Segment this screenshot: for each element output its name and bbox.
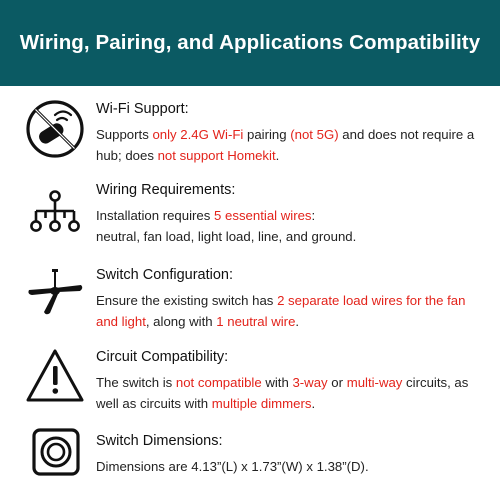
description-text: . [311, 396, 316, 411]
page-title: Wiring, Pairing, and Applications Compatibility [19, 31, 481, 54]
section-description [96, 124, 491, 166]
description-text: . [275, 148, 280, 163]
highlight-text: not support Homekit [157, 148, 276, 163]
description-text: pairing [243, 127, 291, 142]
section-title: Wi-Fi Support: [96, 101, 189, 117]
description-text: and does not require a hub; does [96, 127, 475, 163]
description-text: Installation requires [96, 208, 215, 223]
highlight-text: not compatible [175, 375, 262, 390]
highlight-text: (not 5G) [290, 127, 339, 142]
description-text: Dimensions are 4.13”(L) x 1.73”(W) x 1.38”(D). [96, 459, 369, 474]
section-description [96, 456, 491, 477]
description-text: . [295, 314, 300, 329]
highlight-text: 2 separate load wires for the fan and light [96, 293, 466, 329]
highlight-text: multi-way [346, 375, 403, 390]
description-text: , along with [145, 314, 217, 329]
description-text: neutral, fan load, light load, line, and ground. [96, 229, 357, 244]
no-wifi-signal-icon [24, 98, 86, 160]
description-text: circuits, as well as circuits with [96, 375, 469, 411]
highlight-text: 3-way [292, 375, 328, 390]
section-title: Wiring Requirements: [96, 182, 236, 198]
section-description [96, 372, 491, 414]
description-text: The switch is [96, 375, 176, 390]
wiring-tree-icon [24, 185, 86, 247]
section-title: Switch Configuration: [96, 267, 234, 283]
highlight-text: 1 neutral wire [216, 314, 296, 329]
highlight-text: only 2.4G Wi-Fi [152, 127, 244, 142]
section-description [96, 290, 491, 332]
description-text: Ensure the existing switch has [96, 293, 278, 308]
description-text: or [327, 375, 347, 390]
description-text: with [261, 375, 293, 390]
description-text: : [311, 208, 316, 223]
switch-dimensions-icon [24, 426, 86, 488]
section-description [96, 205, 491, 247]
section-title: Switch Dimensions: [96, 433, 223, 449]
header-banner [0, 0, 500, 86]
section-title: Circuit Compatibility: [96, 349, 229, 365]
highlight-text: multiple dimmers [211, 396, 312, 411]
highlight-text: 5 essential wires [214, 208, 312, 223]
description-text: Supports [96, 127, 153, 142]
ceiling-fan-icon [24, 266, 86, 328]
warning-triangle-icon [24, 346, 86, 408]
